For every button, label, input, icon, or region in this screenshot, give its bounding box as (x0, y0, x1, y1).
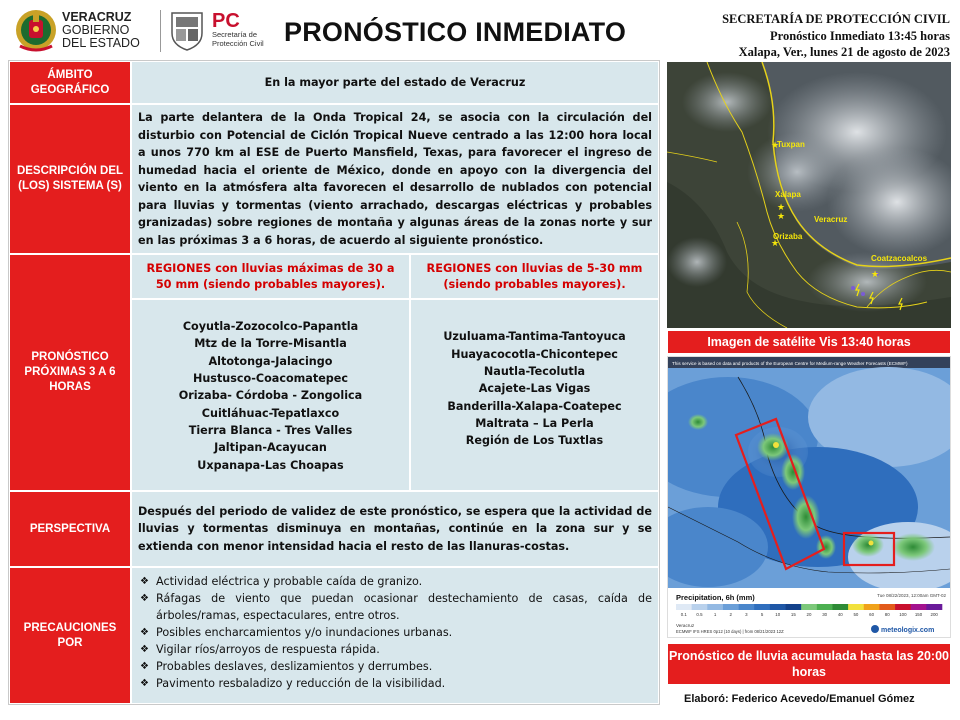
scale-tick-label: 30 (822, 612, 828, 617)
scale-tick-label: 80 (884, 612, 890, 617)
region-light-item: Huayacocotla-Chicontepec (451, 347, 618, 361)
precaution-text: Pavimento resbaladizo y reducción de la visibilidad. (156, 677, 446, 690)
scale-swatch (770, 604, 786, 610)
city-label-coatzacoalcos: Coatzacoalcos (871, 254, 928, 263)
ambito-value: En la mayor parte del estado de Veracruz (131, 61, 659, 104)
region-heavy-item: Mtz de la Torre-Misantla (194, 337, 347, 351)
precaution-text: Ráfagas de viento que puedan ocasionar destechamiento de casas, caída de árboles/ramas, espectaculares, entre otros. (156, 592, 652, 622)
region-heavy-item: Tierra Blanca - Tres Valles (188, 423, 353, 437)
meteologix-logo-icon (871, 625, 879, 633)
issue-time: Pronóstico Inmediato 13:45 horas (770, 28, 950, 43)
precipitation-map-graphic (668, 357, 950, 637)
diamond-bullet-icon: ❖ (140, 661, 149, 672)
precaution-item (140, 675, 652, 692)
scale-swatch (754, 604, 770, 610)
scale-swatch (786, 604, 802, 610)
regiones-light-list (410, 299, 659, 491)
region-light-item: Banderilla-Xalapa-Coatepec (447, 399, 622, 413)
logo-divider (160, 10, 161, 52)
issue-date: Xalapa, Ver., lunes 21 de agosto de 2023 (738, 45, 950, 59)
author-credit: Elaboró: Federico Acevedo/Emanuel Gómez (684, 693, 915, 705)
precaution-text: Posibles encharcamientos y/o inundaciones urbanas. (156, 626, 453, 639)
diamond-bullet-icon: ❖ (140, 593, 149, 604)
scale-swatch (707, 604, 723, 610)
satellite-caption: Imagen de satélite Vis 13:40 horas (668, 331, 950, 353)
descripcion-label: DESCRIPCIÓN DEL (LOS) SISTEMA (S) (9, 104, 131, 254)
precaution-item (140, 658, 652, 675)
scale-swatch (895, 604, 911, 610)
scale-tick-label: 0.1 (680, 612, 687, 617)
perspectiva-label: PERSPECTIVA (9, 491, 131, 567)
city-label-orizaba: Orizaba (773, 232, 803, 241)
scale-tick-label: 60 (869, 612, 875, 617)
region-light-item: Acajete-Las Vigas (478, 382, 591, 396)
regiones-heavy-header: REGIONES con lluvias máximas de 30 a 50 mm (siendo probables mayores). (131, 254, 410, 299)
city-label-xalapa: Xalapa (775, 190, 801, 199)
diamond-bullet-icon: ❖ (140, 644, 149, 655)
pc-logo-text: Secretaría de Protección Civil (212, 30, 264, 48)
satellite-image (667, 62, 951, 328)
diamond-bullet-icon: ❖ (140, 576, 149, 587)
scale-swatch (676, 604, 692, 610)
precaution-item (140, 624, 652, 641)
region-heavy-item: Jaltipan-Acayucan (214, 441, 327, 455)
regiones-heavy-list (131, 299, 410, 491)
perspectiva-value: Después del periodo de validez de este pronóstico, se espera que la actividad de lluvias y tormentas disminuya en montañas, continúe en la zona sur y se extienda con menor intensidad hacia el resto de las llanuras-costas. (131, 491, 659, 567)
diamond-bullet-icon: ❖ (140, 678, 149, 689)
precaution-item (140, 590, 652, 624)
scale-swatch (801, 604, 817, 610)
pronostico-label: PRONÓSTICO PRÓXIMAS 3 A 6 HORAS (9, 254, 131, 491)
region-heavy-item: Cuitláhuac-Tepatlaxco (201, 406, 340, 420)
scale-tick-label: 50 (853, 612, 859, 617)
scale-swatch (864, 604, 880, 610)
issuer-name: SECRETARÍA DE PROTECCIÓN CIVIL (722, 12, 950, 26)
precaution-item (140, 573, 652, 590)
city-label-veracruz: Veracruz (814, 215, 848, 224)
precaution-text: Vigilar ríos/arroyos de respuesta rápida. (156, 643, 380, 656)
precipitation-caption: Pronóstico de lluvia acumulada hasta las 20:00 horas (668, 644, 950, 684)
precip-model-info: ECMWF IFS HRES 0p12 (10 days) | from 08/21/2023 12Z (676, 629, 784, 634)
region-heavy-item: Coyutla-Zozocolco-Papantla (182, 320, 359, 334)
issuer-info (722, 11, 950, 61)
scale-tick-label: 5 (760, 612, 764, 617)
precip-region-name: Veracruz (676, 623, 695, 628)
region-heavy-item: Altotonga-Jalacingo (208, 354, 333, 368)
scale-swatch (848, 604, 864, 610)
regiones-light-header: REGIONES con lluvias de 5-30 mm (siendo probables mayores). (410, 254, 659, 299)
city-marker-orizaba: ★ (771, 238, 780, 248)
scale-swatch (832, 604, 848, 610)
scale-tick-label: 200 (930, 612, 938, 617)
satellite-map-graphic (667, 62, 951, 328)
scale-tick-label: 100 (899, 612, 907, 617)
city-label-tuxpan: Tuxpan (777, 140, 805, 149)
precip-map-source-note: This service is based on data and products of the European Centre for Medium-range Weather Forecasts (ECMWF) (672, 361, 908, 366)
precip-legend-title: Precipitation, 6h (mm) (676, 593, 755, 602)
region-light-item: Región de Los Tuxtlas (465, 434, 604, 448)
veracruz-gobierno-logo-text: VERACRUZ GOBIERNO DEL ESTADO (62, 10, 140, 50)
region-light-item: Uzuluama-Tantima-Tantoyuca (443, 330, 626, 344)
region-light-item: Maltrata – La Perla (475, 416, 594, 430)
scale-swatch (926, 604, 942, 610)
scale-tick-label: 3 (745, 612, 748, 617)
city-marker-veracruz: ★ (777, 211, 786, 221)
precauciones-label: PRECAUCIONES POR (9, 567, 131, 704)
city-marker-coatzacoalcos: ★ (871, 269, 880, 279)
scale-tick-label: 10 (775, 612, 781, 617)
region-heavy-item: Orizaba- Córdoba - Zongolica (178, 389, 363, 403)
page-header (0, 0, 960, 60)
city-marker-tuxpan: ★ (771, 140, 780, 150)
region-light-item: Nautla-Tecolutla (483, 365, 586, 379)
descripcion-value: La parte delantera de la Onda Tropical 24, se asocia con la circulación del disturbio con Potencial de Ciclón Tropical Nueve centrado a las 12:00 hora local a unos 770 km al ESE de Puerto Mansfield, Texas, para favorecer el ingreso de humedad hacia el oriente de México, donde en apoyo con la divergencia del viento en la atmósfera alta favorecen el desarrollo de nublados con potencial para lluvias y tormentas (viento arrachado, descargas eléctricas y probables granizadas) sobre regiones de montaña y algunas áreas de la zonas norte y sur en las próximas 3 a 6 horas, de acuerdo al siguiente pronóstico. (131, 104, 659, 254)
scale-tick-label: 15 (790, 612, 796, 617)
precaution-text: Actividad eléctrica y probable caída de granizo. (156, 575, 423, 588)
region-heavy-item: Hustusco-Coacomatepec (192, 372, 349, 386)
ambito-label: ÁMBITO GEOGRÁFICO (9, 61, 131, 104)
scale-swatch (911, 604, 927, 610)
scale-tick-label: 1 (713, 612, 717, 617)
forecast-table (8, 60, 660, 705)
scale-swatch (692, 604, 708, 610)
veracruz-shield-icon (170, 11, 204, 51)
precip-brand: meteologix.com (881, 627, 935, 634)
precip-valid-time: Tue 08/22/2023, 12:00am GMT-02 (877, 593, 946, 598)
scale-tick-label: 40 (837, 612, 843, 617)
veracruz-coat-of-arms-icon (14, 6, 58, 54)
precaution-text: Probables deslaves, deslizamientos y derrumbes. (156, 660, 433, 673)
scale-swatch (723, 604, 739, 610)
scale-tick-label: 2 (729, 612, 732, 617)
page-title: PRONÓSTICO INMEDIATO (284, 17, 627, 47)
scale-tick-label: 150 (914, 612, 923, 617)
precauciones-value (131, 567, 659, 704)
pc-logo-abbr: PC (212, 10, 240, 32)
diamond-bullet-icon: ❖ (140, 627, 149, 638)
precaution-item (140, 641, 652, 658)
scale-swatch (739, 604, 755, 610)
scale-swatch (817, 604, 833, 610)
city-marker-xalapa: ★ (777, 202, 786, 212)
scale-tick-label: 0.5 (696, 612, 703, 617)
scale-swatch (879, 604, 895, 610)
region-heavy-item: Uxpanapa-Las Choapas (197, 458, 344, 472)
scale-tick-label: 20 (806, 612, 812, 617)
precipitation-forecast-map (667, 356, 951, 638)
